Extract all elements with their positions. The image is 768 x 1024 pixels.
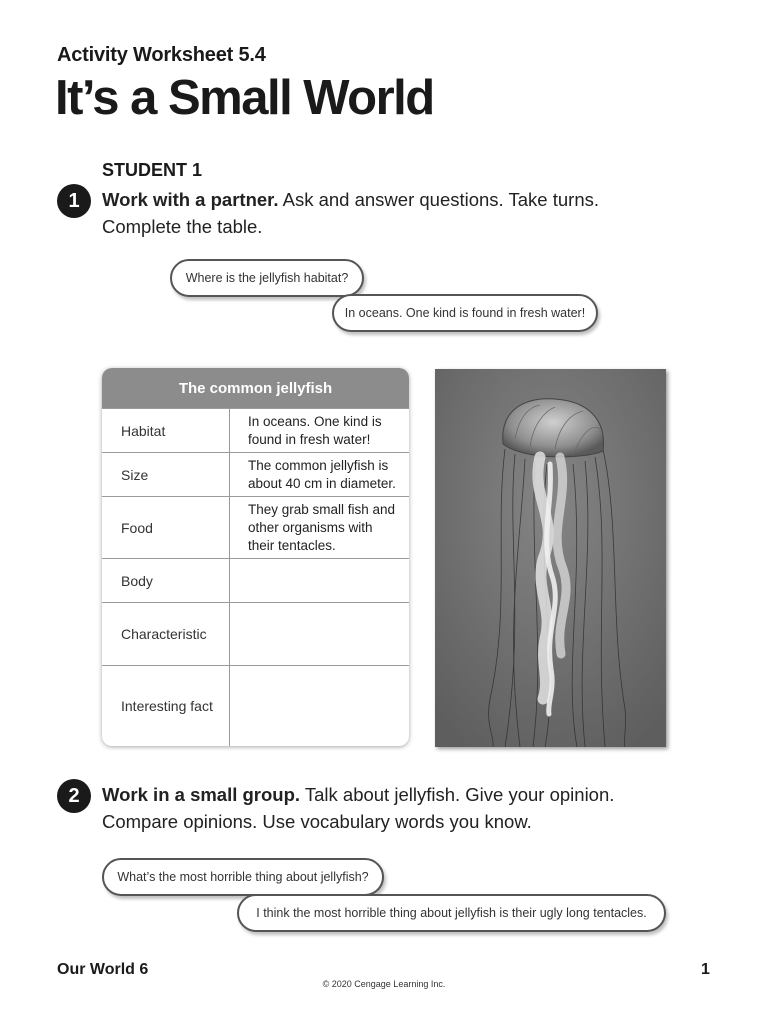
jellyfish-illustration [435,369,666,747]
footer-copyright: © 2020 Cengage Learning Inc. [322,979,446,989]
step-1-instructions [102,186,702,240]
jellyfish-photo [435,369,666,747]
row-label-body: Body [102,559,230,602]
table-row [102,496,409,558]
table-row [102,602,409,665]
row-value-characteristic[interactable] [230,603,409,665]
footer-book-title: Our World 6 [57,961,149,978]
row-label-size: Size [102,453,230,496]
row-value-habitat[interactable]: In oceans. One kind is found in fresh water! [248,414,382,447]
table-title: The common jellyfish [102,368,409,408]
row-label-habitat: Habitat [102,409,230,452]
row-label-characteristic: Characteristic [102,603,230,665]
step-2-bold-text: Work in a small group. [102,784,301,805]
table-row [102,665,409,746]
speech-bubble-answer-1: In oceans. One kind is found in fresh water! [332,294,598,332]
step-1-text: Ask and answer questions. Take turns. [278,189,599,210]
step-2-instructions [102,781,702,835]
row-value-interesting-fact[interactable] [230,666,409,746]
speech-bubble-answer-2: I think the most horrible thing about jellyfish is their ugly long tentacles. [237,894,666,932]
speech-bubble-question-1: Where is the jellyfish habitat? [170,259,364,297]
student-label: STUDENT 1 [102,160,203,180]
step-2-number: 2 [57,779,91,813]
row-value-size[interactable]: The common jellyfish is about 40 cm in diameter. [248,458,396,491]
speech-bubble-question-2: What’s the most horrible thing about jellyfish? [102,858,384,896]
step-1-number: 1 [57,184,91,218]
row-label-interesting-fact: Interesting fact [102,666,230,746]
table-row [102,558,409,602]
row-label-food: Food [102,497,230,558]
row-value-body[interactable] [230,559,409,602]
step-2-text-line2: Compare opinions. Use vocabulary words you know. [102,811,532,832]
step-2-text: Talk about jellyfish. Give your opinion. [300,784,615,805]
table-row [102,452,409,496]
row-value-food[interactable]: They grab small fish and other organisms with their tentacles. [248,502,396,553]
step-1-text-line2: Complete the table. [102,216,263,237]
worksheet-label: Activity Worksheet 5.4 [57,44,266,66]
jellyfish-table [102,368,409,746]
footer-page-number: 1 [701,961,710,978]
table-row [102,408,409,452]
page-title: It’s a Small World [55,71,434,125]
step-1-bold-text: Work with a partner. [102,189,279,210]
